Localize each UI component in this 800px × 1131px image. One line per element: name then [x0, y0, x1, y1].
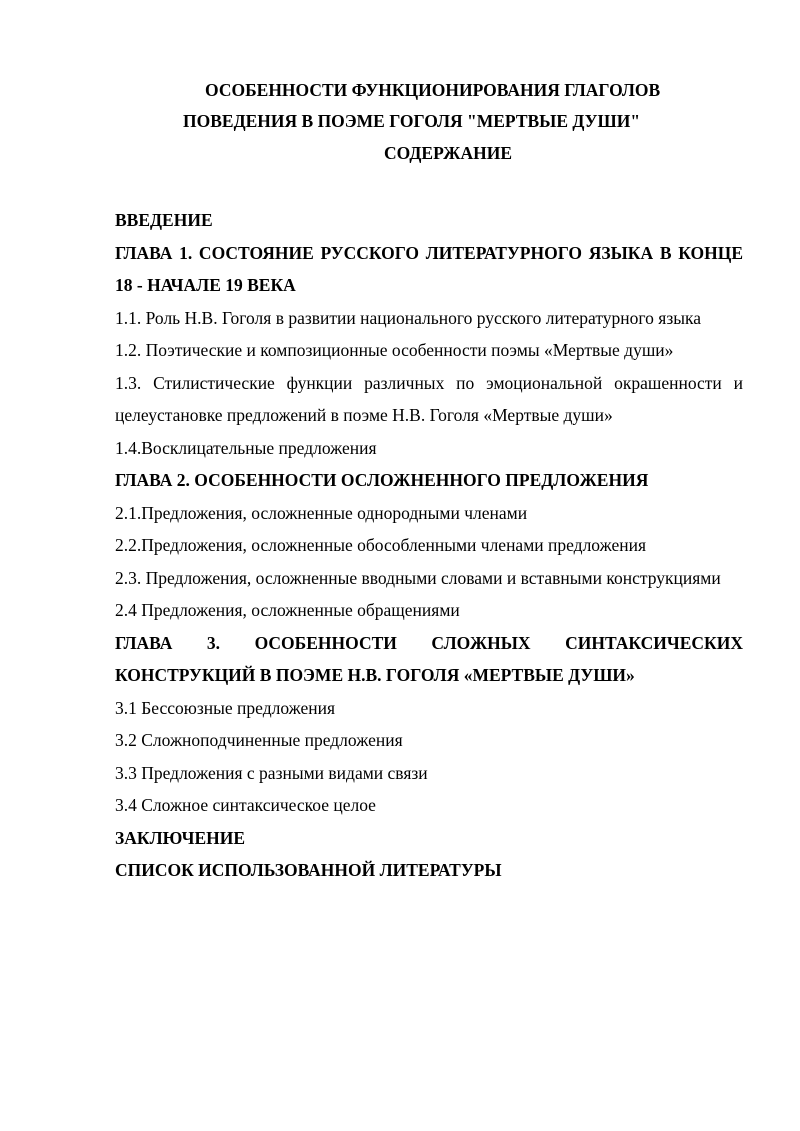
- toc-item-2-3: 2.3. Предложения, осложненные вводными словами и вставными конструкциями: [115, 567, 721, 588]
- document-title-line-1: ОСОБЕННОСТИ ФУНКЦИОНИРОВАНИЯ ГЛАГОЛОВ: [205, 80, 661, 100]
- toc-item-3-3: 3.3 Предложения с разными видами связи: [115, 762, 428, 783]
- toc-item-2-4: 2.4 Предложения, осложненные обращениями: [115, 600, 460, 620]
- toc-item-2-1: 2.1.Предложения, осложненные однородными членами: [115, 502, 528, 523]
- toc-intro: ВВЕДЕНИЕ: [115, 210, 213, 230]
- toc-item-3-4: 3.4 Сложное синтаксическое целое: [115, 795, 376, 815]
- table-of-contents: [115, 204, 743, 887]
- toc-item-3-2: 3.2 Сложноподчиненные предложения: [115, 730, 403, 750]
- document-title-line-2: ПОВЕДЕНИЯ В ПОЭМЕ ГОГОЛЯ "МЕРТВЫЕ ДУШИ": [183, 111, 641, 131]
- toc-item-3-1: 3.1 Бессоюзные предложения: [115, 697, 336, 718]
- toc-item-1-4: 1.4.Восклицательные предложения: [115, 437, 377, 458]
- toc-conclusion: ЗАКЛЮЧЕНИЕ: [115, 827, 246, 848]
- toc-item-1-3: 1.3. Стилистические функции различных по эмоциональной окрашенности и целеустановке предложений в поэме Н.В. Гоголя «Мертвые души»: [115, 372, 743, 425]
- toc-chapter-2-title: ГЛАВА 2. ОСОБЕННОСТИ ОСЛОЖНЕННОГО ПРЕДЛОЖЕНИЯ: [115, 470, 649, 490]
- toc-chapter-1-title: ГЛАВА 1. СОСТОЯНИЕ РУССКОГО ЛИТЕРАТУРНОГО ЯЗЫКА В КОНЦЕ 18 - НАЧАЛЕ 19 ВЕКА: [115, 242, 743, 295]
- toc-item-1-2: 1.2. Поэтические и композиционные особенности поэмы «Мертвые души»: [115, 340, 674, 360]
- contents-heading: СОДЕРЖАНИЕ: [384, 143, 513, 163]
- toc-item-2-2: 2.2.Предложения, осложненные обособленными членами предложения: [115, 535, 647, 555]
- toc-bibliography: СПИСОК ИСПОЛЬЗОВАННОЙ ЛИТЕРАТУРЫ: [115, 860, 502, 880]
- toc-item-1-1: 1.1. Роль Н.В. Гоголя в развитии национального русского литературного языка: [115, 307, 701, 328]
- toc-chapter-3-title: ГЛАВА 3. ОСОБЕННОСТИ СЛОЖНЫХ СИНТАКСИЧЕСКИХ КОНСТРУКЦИЙ В ПОЭМЕ Н.В. ГОГОЛЯ «МЕРТВЫЕ ДУШИ»: [115, 632, 743, 685]
